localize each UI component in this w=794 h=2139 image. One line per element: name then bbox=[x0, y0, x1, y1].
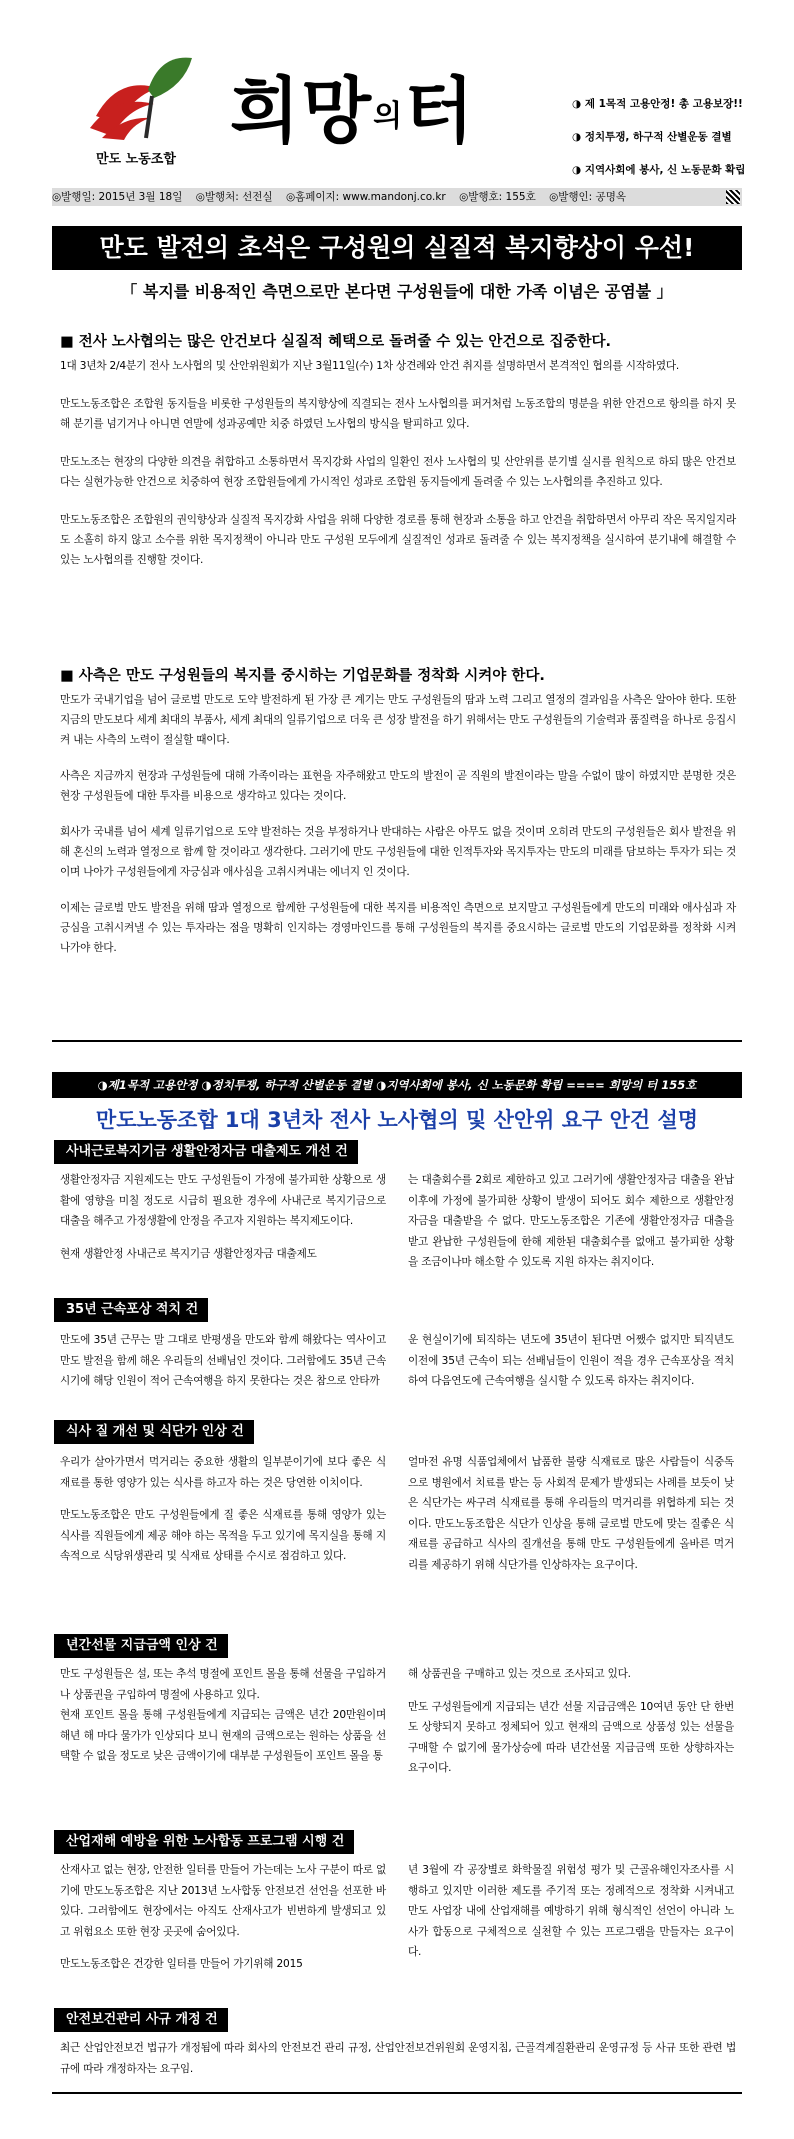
paragraph: 생활안정자금 지원제도는 만도 구성원들이 가정에 불가피한 상황으로 생활에 영향을 미칠 정도로 시급히 필요한 경우에 사내근로 복지기금으로 대출을 해주고 가정생활에 안정을 주고자 지원하는 복지제도이다. bbox=[60, 1174, 386, 1227]
sub-headline: 「 복지를 비용적인 측면으로만 본다면 구성원들에 대한 가족 이념은 공염불 」 bbox=[121, 282, 673, 301]
publication-info-bar bbox=[52, 188, 742, 206]
paragraph: 해 상품권을 구매하고 있는 것으로 조사되고 있다. bbox=[408, 1668, 631, 1680]
paragraph: 만도노조는 현장의 다양한 의견을 취합하고 소통하면서 목지강화 사업의 일환인 전사 노사협의 및 산안위를 분기별 실시를 원칙으로 하되 많은 안건보다는 실현가능한 안건으로 치중하여 현장 조합원들에게 가시적인 성과로 조합원 동지들에게 돌려줄 수 있는 노사협의를 추진하고 있다. bbox=[60, 456, 736, 488]
paragraph: 만도노동조합은 건강한 일터를 만들어 가기위해 2015 bbox=[60, 1958, 303, 1970]
agenda-right-col bbox=[408, 1860, 734, 1963]
agenda-title: 만도노동조합 1대 3년차 전사 노사협의 및 산안위 요구 안건 설명 bbox=[95, 1108, 699, 1132]
agenda-right-col bbox=[408, 1452, 734, 1575]
bottom-divider bbox=[52, 2092, 742, 2094]
agenda-right-col bbox=[408, 1330, 734, 1392]
issue-number: ◎발행호: 155호 bbox=[459, 191, 536, 203]
paragraph: 1대 3년차 2/4분기 전사 노사협의 및 산안위원회가 지난 3월11일(수) 1차 상견례와 안건 취지를 설명하면서 본격적인 협의를 시작하였다. bbox=[60, 360, 680, 372]
main-headline: 만도 발전의 초석은 구성원의 실질적 복지향상이 우선! bbox=[52, 226, 742, 270]
qr-code-icon bbox=[726, 190, 740, 204]
agenda-left-col bbox=[60, 1330, 386, 1392]
agenda-tag-loan: 사내근로복지기금 생활안정자금 대출제도 개선 건 bbox=[54, 1140, 358, 1164]
publisher-dept: ◎발행처: 선전실 bbox=[195, 191, 273, 203]
slogan-item: ◑ 정치투쟁, 하구적 산별운동 결별 bbox=[572, 121, 772, 154]
paragraph: 년 3월에 각 공장별로 화학물질 위험성 평가 및 근골유해인자조사를 시행하고 있지만 이러한 제도를 주기적 또는 정례적으로 정착화 시켜내고 만도 사업장 내에 산업재해를 예방하기 위해 형식적인 선언이 아니라 노사가 합동으로 구체적으로 실천할 수 있는 프로그램을 만들자는 요구이다. bbox=[408, 1864, 734, 1958]
paragraph: 이제는 글로벌 만도 발전을 위해 땀과 열정으로 함께한 구성원들에 대한 복지를 비용적인 측면으로 보지말고 구성원들에게 만도의 미래와 애사심과 자긍심을 고취시켜낼 수 있는 투자라는 점을 명확히 인지하는 경영마인드를 통해 구성원들의 복지를 중요시하는 글로벌 만도의 기업문화를 정착화 시켜 나가야 한다. bbox=[60, 902, 736, 954]
paragraph: 사측은 지금까지 현장과 구성원들에 대해 가족이라는 표현을 자주해왔고 만도의 발전이 곧 직원의 발전이라는 말을 수없이 많이 하였지만 분명한 것은 현장 구성원들에 대한 투자를 비용으로 생각하고 있다는 것이다. bbox=[60, 770, 736, 802]
paragraph: 만도노동조합은 만도 구성원들에게 질 좋은 식재료를 통해 영양가 있는 식사를 직원들에게 제공 해야 하는 목적을 두고 있기에 목지실을 통해 지속적으로 식당위생관리 및 식재료 상태를 수시로 점검하고 있다. bbox=[60, 1509, 386, 1562]
paragraph: 만도노동조합은 조합원 동지들을 비롯한 구성원들의 복지향상에 직결되는 전사 노사협의를 퍼거처럼 노동조합의 명분을 위한 안건으로 항의를 하지 못해 분기를 넘기거나 아니면 연말에 성과공예만 치중 하였던 노사협의 방식을 탈피하고 있다. bbox=[60, 398, 736, 430]
section1-heading: ■ 전사 노사협의는 많은 안건보다 실질적 혜택으로 돌려줄 수 있는 안건으로 집중한다. bbox=[60, 330, 611, 351]
union-name: 만도 노동조합 bbox=[96, 152, 176, 167]
paragraph: 만도 구성원들에게 지급되는 년간 선물 지급금액은 10여년 동안 단 한번도 상향되지 못하고 정체되어 있고 현재의 금액으로 상품성 있는 선물을 구매할 수 없기에 물가상승에 따라 년간선물 지급금액 또한 상향하자는 요구이다. bbox=[408, 1700, 734, 1774]
issue-date: ◎발행일: 2015년 3월 18일 bbox=[52, 191, 183, 203]
paragraph: 최근 산업안전보건 법규가 개정됨에 따라 회사의 안전보건 관리 규정, 산업안전보건위원회 운영지침, 근골격계질환관리 운영규정 등 사규 또한 관련 법규에 따라 개정하자는 요구임. bbox=[60, 2042, 736, 2075]
section2-body bbox=[60, 690, 736, 958]
agenda-tag-gift: 년간선물 지급금액 인상 건 bbox=[54, 1634, 228, 1658]
slogan-list bbox=[572, 88, 772, 187]
newsletter-title: 희망의터 bbox=[230, 68, 476, 153]
agenda-left-col bbox=[60, 1452, 386, 1567]
agenda-full-col bbox=[60, 2038, 736, 2079]
paragraph: 회사가 국내를 넘어 세계 일류기업으로 도약 발전하는 것을 부정하거나 반대하는 사람은 아무도 없을 것이며 오히려 만도의 구성원들은 회사 발전을 위해 혼신의 노력과 열정으로 함께 할 것이라고 생각한다. 그러기에 만도 구성원들에 대한 인적투자와 목지투자는 만도의 미래를 담보하는 투자가 되는 것이며 나아가 구성원들에게 자긍심과 애사심을 고취시켜내는 에너지 인 것이다. bbox=[60, 826, 736, 878]
paragraph: 는 대출회수를 2회로 제한하고 있고 그러기에 생활안정자금 대출을 완납이후에 가정에 불가피한 상황이 발생이 되어도 회수 제한으로 생활안정자금을 대출받을 수 없다. 만도노동조합은 기존에 생활안정자금 대출을 받고 완납한 구성원들에 한해 제한된 대출회수를 없애고 불가피한 상황을 조금이나마 해소할 수 있도록 지원 하자는 취지이다. bbox=[408, 1174, 734, 1268]
agenda-tag-meal: 식사 질 개선 및 식단가 인상 건 bbox=[54, 1420, 254, 1444]
agenda-tag-35year: 35년 근속포상 적치 건 bbox=[54, 1298, 208, 1322]
slogan-banner: ◑제1목적 고용안정 ◑정치투쟁, 하구적 산별운동 결별 ◑지역사회에 봉사, 신 노동문화 확립 ==== 희망의 터 155호 bbox=[52, 1072, 742, 1098]
paragraph: 현재 생활안정 사내근로 복지기금 생활안정자금 대출제도 bbox=[60, 1247, 317, 1260]
paragraph: 만도노동조합은 조합원의 권익향상과 실질적 목지강화 사업을 위해 다양한 경로를 통해 현장과 소통을 하고 안건을 취합하면서 아무리 작은 목지일지라도 소홀히 하지 않고 소수를 위한 목지정책이 아니라 만도 구성원 모두에게 실질적인 성과로 돌려줄 수 있는 복지정책을 실시하여 분기내에 해결할 수 있는 노사협의를 진행할 것이다. bbox=[60, 514, 736, 566]
agenda-tag-safety-rules: 안전보건관리 사규 개정 건 bbox=[54, 2008, 228, 2032]
paragraph: 산재사고 없는 현장, 안전한 일터를 만들어 가는데는 노사 구분이 따로 없기에 만도노동조합은 지난 2013년 노사합동 안전보건 선언을 선포한 바 있다. 그러함에도 현장에서는 아직도 산재사고가 빈번하게 발생되고 있고 위험요소 또한 현장 곳곳에 숨어있다. bbox=[60, 1864, 386, 1938]
agenda-left-col bbox=[60, 1860, 386, 1975]
paragraph: 얼마전 유명 식품업체에서 납품한 불량 식재료로 많은 사람들이 식중독으로 병원에서 치료를 받는 등 사회적 문제가 발생되는 사례를 보듯이 낮은 식단가는 싸구려 식재료를 통해 우리들의 먹거리를 위협하게 되는 것이다. 만도노동조합은 식단가 인상을 통해 글로벌 만도에 맞는 질좋은 식재료를 공급하고 식사의 질개선을 통해 만도 구성원들에게 올바른 먹거리를 제공하기 위해 식단가를 인상하자는 요구이다. bbox=[408, 1456, 734, 1571]
section1-body bbox=[60, 356, 736, 570]
slogan-item: ◑ 지역사회에 봉사, 신 노동문화 확립 bbox=[572, 154, 772, 187]
agenda-right-col bbox=[408, 1664, 734, 1779]
slogan-item: ◑ 제 1목적 고용안정! 총 고용보장!! bbox=[572, 88, 772, 121]
section-divider bbox=[52, 1040, 742, 1042]
paragraph: 만도가 국내기업을 넘어 글로벌 만도로 도약 발전하게 된 가장 큰 계기는 만도 구성원들의 땀과 노력 그리고 열정의 결과임을 사측은 알아야 한다. 또한 지금의 만도보다 세계 최대의 부품사, 세계 최대의 일류기업으로 더욱 큰 성장 발전을 하기 위해서는 만도 구성원들의 기술력과 품질력을 하나로 응집시켜 내는 사측의 노력이 절실할 때이다. bbox=[60, 694, 736, 746]
section2-heading: ■ 사측은 만도 구성원들의 복지를 중시하는 기업문화를 정착화 시켜야 한다. bbox=[60, 664, 545, 685]
agenda-tag-safety-program: 산업재해 예방을 위한 노사합동 프로그램 시행 건 bbox=[54, 1830, 354, 1854]
agenda-left-col bbox=[60, 1664, 386, 1767]
paragraph: 현재 포인트 몰을 통해 구성원들에게 지급되는 금액은 년간 20만원이며 해년 해 마다 물가가 인상되다 보니 현재의 금액으로는 원하는 상품을 선택할 수 없을 정도로 낮은 금액이기에 대부분 구성원들이 포인트 몰을 통 bbox=[60, 1709, 386, 1762]
union-logo-icon bbox=[88, 46, 198, 141]
paragraph: 운 현실이기에 퇴직하는 년도에 35년이 된다면 어쨌수 없지만 퇴직년도 이전에 35년 근속이 되는 선배님들이 인원이 적을 경우 근속포상을 적치하여 다음연도에 근속여행을 실시할 수 있도록 하자는 취지이다. bbox=[408, 1334, 734, 1387]
agenda-left-col bbox=[60, 1170, 386, 1264]
homepage-link[interactable]: ◎홈페이지: www.mandonj.co.kr bbox=[285, 191, 446, 203]
agenda-right-col bbox=[408, 1170, 734, 1273]
paragraph: 우리가 살아가면서 먹거리는 중요한 생활의 일부분이기에 보다 좋은 식재료를 통한 영양가 있는 식사를 하고자 하는 것은 당연한 이치이다. bbox=[60, 1456, 386, 1489]
paragraph: 만도 구성원들은 설, 또는 추석 명절에 포인트 몰을 통해 선물을 구입하거나 상품권을 구입하여 명절에 사용하고 있다. bbox=[60, 1668, 386, 1701]
publisher-name: ◎발행인: 공명옥 bbox=[549, 191, 626, 203]
paragraph: 만도에 35년 근무는 말 그대로 반평생을 만도와 함께 해왔다는 역사이고 만도 발전을 함께 해온 우리들의 선배님인 것이다. 그러함에도 35년 근속시기에 해당 인원이 적어 근속여행을 하지 못한다는 것은 참으로 안타까 bbox=[60, 1334, 386, 1387]
